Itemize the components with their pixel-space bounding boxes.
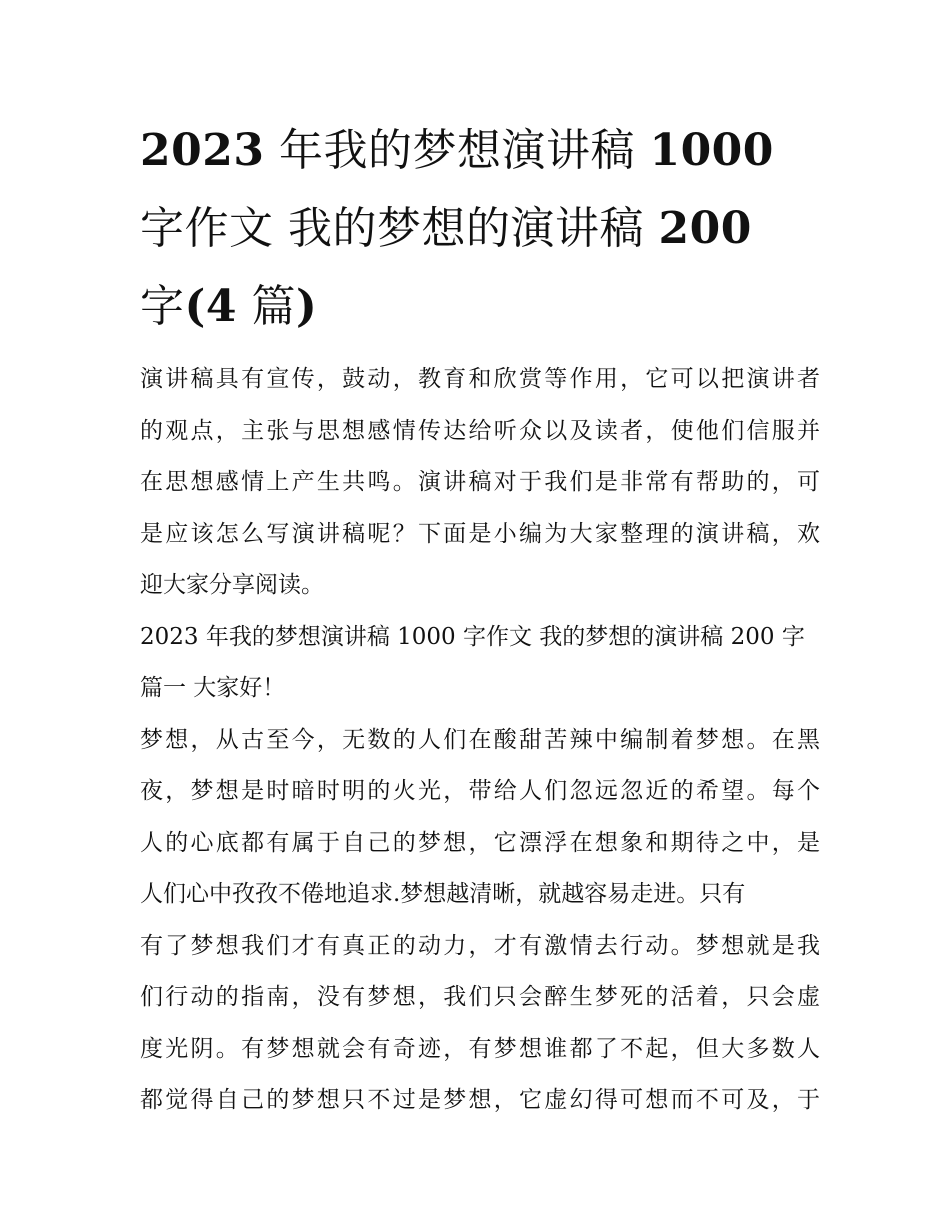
title-line-1: 2023 年我的梦想演讲稿 1000 [140, 125, 774, 176]
essay-line-5: 有了梦想我们才有真正的动力，才有激情去行动。梦想就是我 [140, 932, 820, 959]
essay-line-2: 夜，梦想是时暗时明的火光，带给人们忽远忽近的希望。每个 [140, 778, 820, 804]
essay-line-1: 梦想，从古至今，无数的人们在酸甜苦辣中编制着梦想。在黑 [140, 726, 820, 753]
essay-line-8: 都觉得自己的梦想只不过是梦想，它虚幻得可想而不可及，于 [140, 1087, 820, 1113]
section-subheading: 篇一 大家好！ [140, 675, 286, 701]
intro-line-1: 演讲稿具有宣传，鼓动，教育和欣赏等作用，它可以把演讲者 [140, 366, 820, 392]
essay-line-4: 人们心中孜孜不倦地追求.梦想越清晰，就越容易走进。只有 [140, 881, 746, 907]
intro-line-3: 在思想感情上产生共鸣。演讲稿对于我们是非常有帮助的，可 [140, 469, 820, 495]
essay-line-3: 人的心底都有属于自己的梦想，它漂浮在想象和期待之中，是 [140, 829, 820, 856]
essay-line-7: 度光阴。有梦想就会有奇迹，有梦想谁都了不起，但大多数人 [140, 1035, 820, 1062]
intro-line-5: 迎大家分享阅读。 [140, 572, 324, 598]
title-line-3: 字(4 篇) [140, 281, 318, 332]
section-heading: 2023 年我的梦想演讲稿 1000 字作文 我的梦想的演讲稿 200 字 [140, 623, 805, 650]
document-title [140, 112, 820, 346]
intro-line-2: 的观点，主张与思想感情传达给听众以及读者，使他们信服并 [140, 417, 820, 444]
title-line-2: 字作文 我的梦想的演讲稿 200 [140, 203, 752, 254]
document-page [140, 112, 820, 1127]
essay-line-6: 们行动的指南，没有梦想，我们只会醉生梦死的活着，只会虚 [140, 984, 820, 1010]
intro-line-4: 是应该怎么写演讲稿呢？下面是小编为大家整理的演讲稿，欢 [140, 520, 820, 547]
intro-paragraph [140, 354, 820, 1127]
